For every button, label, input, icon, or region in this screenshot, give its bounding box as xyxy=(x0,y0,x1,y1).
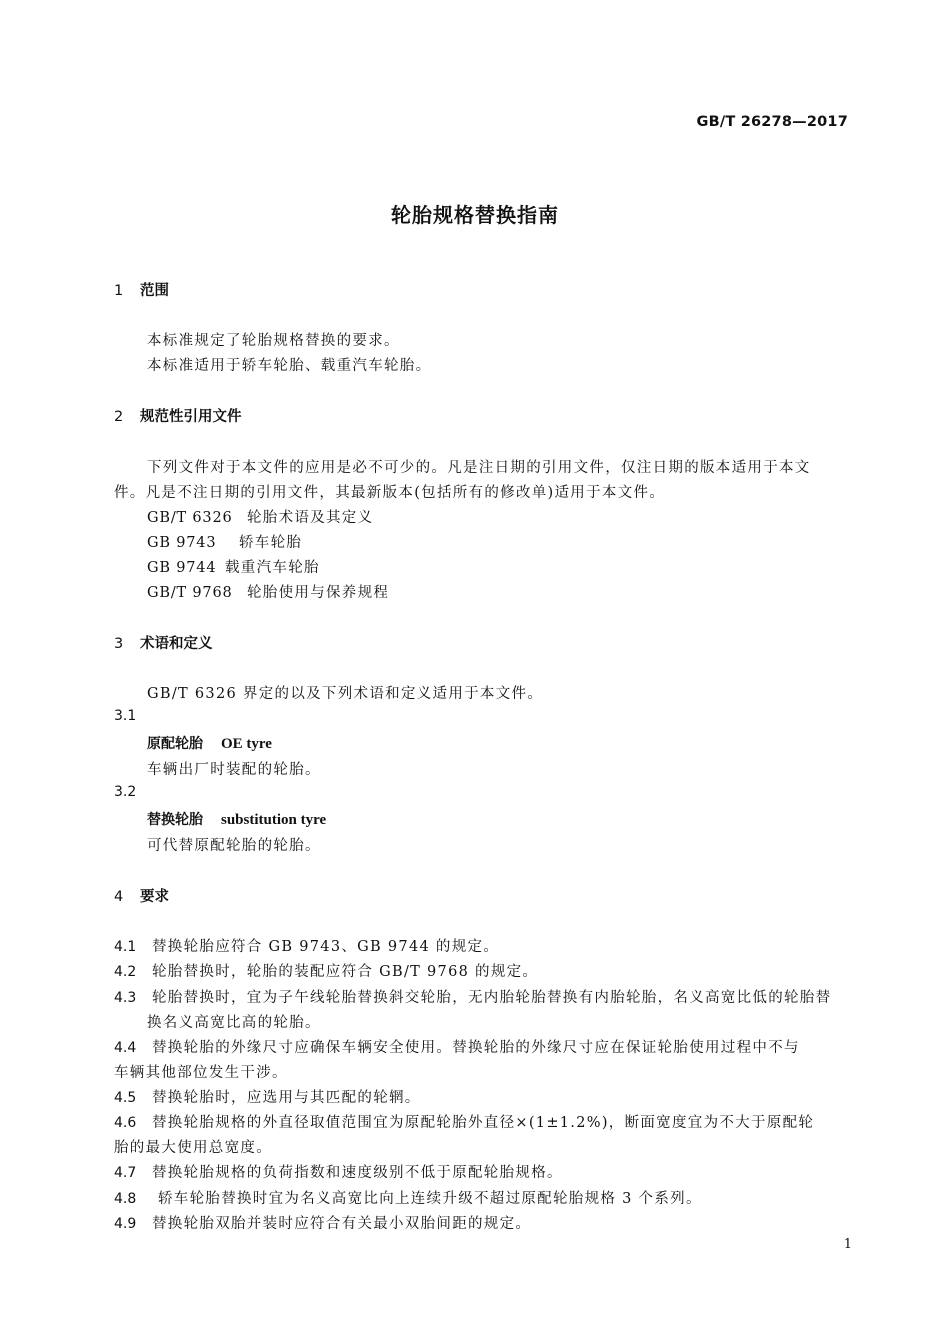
term-entry xyxy=(147,733,272,753)
term-entry xyxy=(147,809,326,829)
requirement-continuation: 胎的最大使用总宽度。 xyxy=(114,1140,272,1156)
reference-item xyxy=(147,581,389,602)
document-title: 轮胎规格替换指南 xyxy=(391,203,559,227)
requirement-item xyxy=(114,986,831,1007)
requirement-number: 4.7 xyxy=(114,1165,137,1181)
term-number: 3.1 xyxy=(114,708,137,724)
page-number: 1 xyxy=(843,1237,852,1252)
requirement-number: 4.1 xyxy=(114,939,137,955)
requirement-number: 4.3 xyxy=(114,990,137,1006)
reference-item xyxy=(147,531,302,552)
term-chinese: 原配轮胎 xyxy=(147,736,203,752)
requirement-item xyxy=(114,1111,814,1132)
section-title: 规范性引用文件 xyxy=(140,409,242,425)
requirement-text: 替换轮胎时，应选用与其匹配的轮辋。 xyxy=(152,1090,421,1106)
requirement-item xyxy=(114,935,499,956)
reference-code: GB 9743 xyxy=(147,535,217,551)
paragraph-continuation: 件。凡是不注日期的引用文件，其最新版本(包括所有的修改单)适用于本文件。 xyxy=(114,485,666,501)
term-number: 3.2 xyxy=(114,784,137,800)
paragraph: 下列文件对于本文件的应用是必不可少的。凡是注日期的引用文件，仅注日期的版本适用于本文 xyxy=(147,460,811,476)
section-title: 范围 xyxy=(140,283,169,299)
requirement-text: 轮胎替换时，宜为子午线轮胎替换斜交轮胎，无内胎轮胎替换有内胎轮胎，名义高宽比低的轮胎替 xyxy=(152,990,832,1006)
reference-code: GB/T 9768 xyxy=(147,585,233,601)
section-4-heading xyxy=(114,885,169,906)
requirement-item xyxy=(114,1036,800,1057)
requirement-item xyxy=(114,1086,421,1107)
requirement-number: 4.9 xyxy=(114,1216,137,1232)
section-number: 1 xyxy=(114,283,124,299)
paragraph: 本标准适用于轿车轮胎、载重汽车轮胎。 xyxy=(147,358,432,374)
requirement-item xyxy=(114,960,538,981)
requirement-item xyxy=(114,1187,702,1208)
requirement-continuation: 换名义高宽比高的轮胎。 xyxy=(147,1015,321,1031)
paragraph: GB/T 6326 界定的以及下列术语和定义适用于本文件。 xyxy=(147,686,544,702)
section-title: 要求 xyxy=(140,889,169,905)
section-1-heading xyxy=(114,279,169,300)
requirement-number: 4.2 xyxy=(114,964,137,980)
requirement-number: 4.4 xyxy=(114,1040,137,1056)
requirement-text: 替换轮胎应符合 GB 9743、GB 9744 的规定。 xyxy=(152,939,500,955)
requirement-text: 轮胎替换时，轮胎的装配应符合 GB/T 9768 的规定。 xyxy=(152,964,539,980)
requirement-text: 替换轮胎规格的外直径取值范围宜为原配轮胎外直径×(1±1.2%)，断面宽度宜为不大于原配轮 xyxy=(152,1115,815,1131)
reference-name: 轮胎使用与保养规程 xyxy=(247,585,390,601)
requirement-number: 4.5 xyxy=(114,1090,137,1106)
section-3-heading xyxy=(114,632,213,653)
requirement-text: 替换轮胎双胎并装时应符合有关最小双胎间距的规定。 xyxy=(152,1216,532,1232)
term-chinese: 替换轮胎 xyxy=(147,812,203,828)
section-2-heading xyxy=(114,405,242,426)
requirement-text: 替换轮胎规格的负荷指数和速度级别不低于原配轮胎规格。 xyxy=(152,1165,563,1181)
term-definition: 车辆出厂时装配的轮胎。 xyxy=(147,762,321,778)
reference-code: GB 9744 xyxy=(147,560,217,576)
term-english: substitution tyre xyxy=(221,812,327,828)
requirement-number: 4.6 xyxy=(114,1115,137,1131)
term-definition: 可代替原配轮胎的轮胎。 xyxy=(147,838,321,854)
section-title: 术语和定义 xyxy=(140,636,213,652)
section-number: 4 xyxy=(114,889,124,905)
reference-item xyxy=(147,506,373,527)
requirement-item xyxy=(114,1161,563,1182)
requirement-text: 轿车轮胎替换时宜为名义高宽比向上连续升级不超过原配轮胎规格 3 个系列。 xyxy=(158,1191,702,1207)
requirement-number: 4.8 xyxy=(114,1191,137,1207)
section-number: 2 xyxy=(114,409,124,425)
reference-name: 载重汽车轮胎 xyxy=(225,560,320,576)
reference-name: 轮胎术语及其定义 xyxy=(247,510,374,526)
requirement-item xyxy=(114,1212,531,1233)
standard-number: GB/T 26278—2017 xyxy=(696,114,848,130)
term-english: OE tyre xyxy=(221,736,272,752)
reference-name: 轿车轮胎 xyxy=(239,535,303,551)
requirement-continuation: 车辆其他部位发生干涉。 xyxy=(114,1065,288,1081)
paragraph: 本标准规定了轮胎规格替换的要求。 xyxy=(147,333,400,349)
reference-code: GB/T 6326 xyxy=(147,510,233,526)
section-number: 3 xyxy=(114,636,124,652)
requirement-text: 替换轮胎的外缘尺寸应确保车辆安全使用。替换轮胎的外缘尺寸应在保证轮胎使用过程中不与 xyxy=(152,1040,800,1056)
reference-item xyxy=(147,556,320,577)
